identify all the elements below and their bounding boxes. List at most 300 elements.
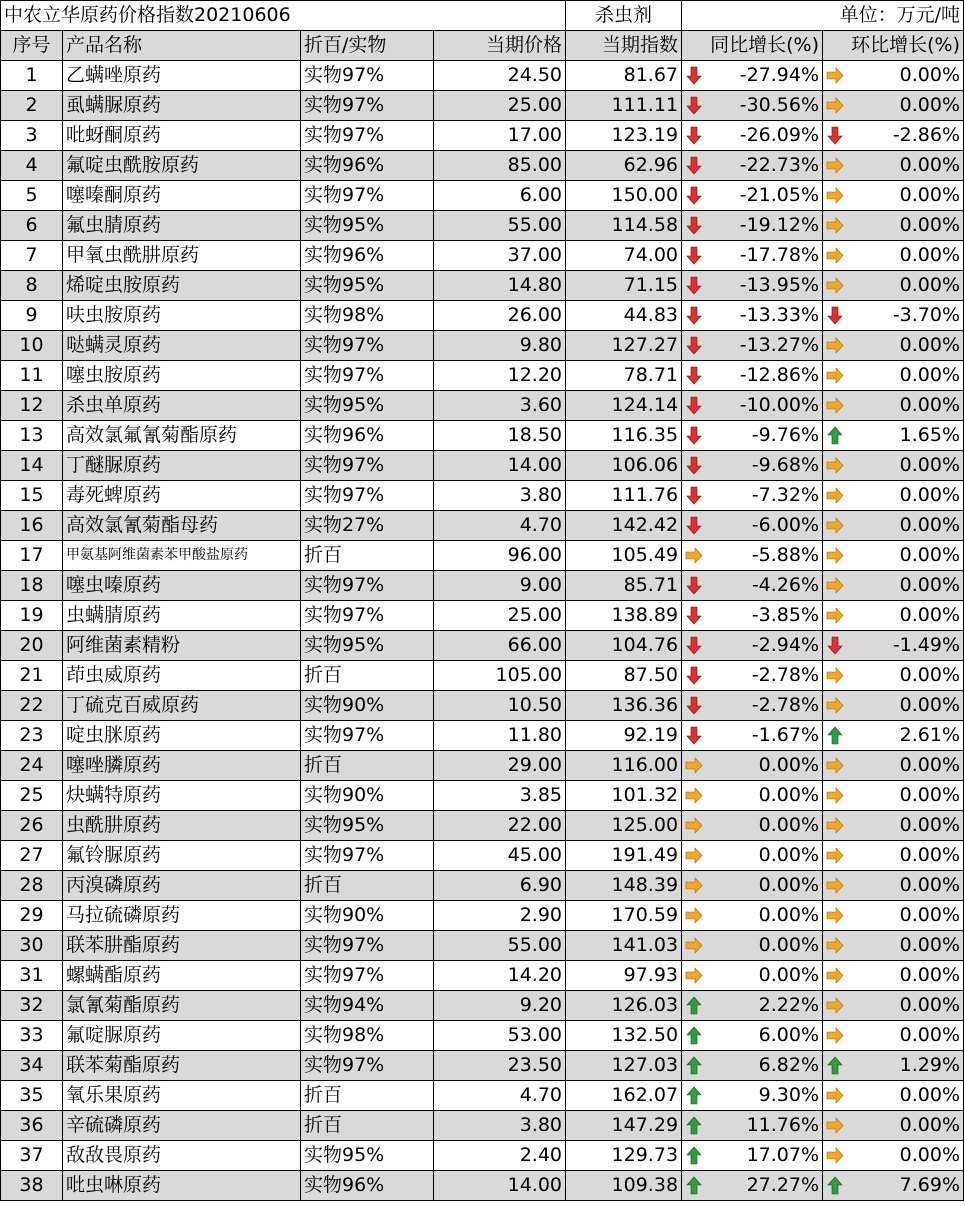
row-index: 27 [1,841,63,871]
price-cell: 10.50 [434,691,566,721]
yoy-value: 0.00% [758,934,820,956]
mom-value: 7.69% [899,1174,961,1196]
row-index: 16 [1,511,63,541]
yoy-value: -3.85% [751,604,820,626]
price-cell: 37.00 [434,241,566,271]
index-cell: 129.73 [566,1141,682,1171]
basis-cell: 实物97% [301,481,434,511]
price-cell: 26.00 [434,301,566,331]
row-index: 2 [1,91,63,121]
yoy-cell [682,631,823,661]
yoy-cell [682,931,823,961]
price-cell: 85.00 [434,151,566,181]
price-cell: 2.40 [434,1141,566,1171]
yoy-cell [682,1171,823,1201]
yoy-value: 0.00% [758,784,820,806]
index-cell: 78.71 [566,361,682,391]
row-index: 1 [1,61,63,91]
basis-cell: 实物97% [301,61,434,91]
product-name: 甲氧虫酰肼原药 [63,241,301,271]
yoy-value: -13.33% [739,304,820,326]
basis-cell: 折百 [301,661,434,691]
row-index: 36 [1,1111,63,1141]
yoy-value: -12.86% [739,364,820,386]
basis-cell: 实物97% [301,361,434,391]
mom-cell [823,721,964,751]
mom-cell [823,841,964,871]
price-cell: 25.00 [434,601,566,631]
table-row [1,751,964,781]
basis-cell: 实物97% [301,841,434,871]
yoy-value: -22.73% [739,154,820,176]
yoy-value: 9.30% [758,1084,820,1106]
yoy-value: -1.67% [751,724,820,746]
basis-cell: 实物96% [301,1171,434,1201]
category-label: 杀虫剂 [566,1,682,31]
basis-cell: 实物94% [301,991,434,1021]
table-row [1,451,964,481]
table-row [1,691,964,721]
basis-cell: 实物95% [301,631,434,661]
table-row [1,241,964,271]
mom-cell [823,451,964,481]
mom-cell [823,631,964,661]
mom-cell [823,1081,964,1111]
product-name: 噻嗪酮原药 [63,181,301,211]
table-row [1,841,964,871]
mom-cell [823,91,964,121]
table-row [1,61,964,91]
title-row [1,1,964,31]
price-cell: 3.80 [434,481,566,511]
yoy-cell [682,1081,823,1111]
product-name: 氟啶虫酰胺原药 [63,151,301,181]
table-row [1,421,964,451]
product-name: 敌敌畏原药 [63,1141,301,1171]
row-index: 6 [1,211,63,241]
row-index: 15 [1,481,63,511]
row-index: 22 [1,691,63,721]
table-row [1,361,964,391]
mom-value: 0.00% [899,1144,961,1166]
row-index: 24 [1,751,63,781]
yoy-cell [682,331,823,361]
mom-value: 0.00% [899,364,961,386]
yoy-cell [682,301,823,331]
index-cell: 150.00 [566,181,682,211]
table-row [1,901,964,931]
mom-cell [823,601,964,631]
basis-cell: 实物95% [301,811,434,841]
mom-value: -2.86% [892,124,961,146]
basis-cell: 实物97% [301,1051,434,1081]
price-cell: 25.00 [434,91,566,121]
product-name: 噻虫嗪原药 [63,571,301,601]
mom-value: 0.00% [899,904,961,926]
price-cell: 23.50 [434,1051,566,1081]
row-index: 37 [1,1141,63,1171]
mom-cell [823,61,964,91]
yoy-cell [682,871,823,901]
index-cell: 142.42 [566,511,682,541]
product-name: 氟铃脲原药 [63,841,301,871]
basis-cell: 实物97% [301,451,434,481]
price-cell: 96.00 [434,541,566,571]
index-cell: 111.11 [566,91,682,121]
yoy-value: 0.00% [758,814,820,836]
row-index: 11 [1,361,63,391]
yoy-value: 0.00% [758,964,820,986]
yoy-value: -2.78% [751,664,820,686]
price-cell: 12.20 [434,361,566,391]
product-name: 辛硫磷原药 [63,1111,301,1141]
mom-value: 0.00% [899,334,961,356]
row-index: 35 [1,1081,63,1111]
product-name: 啶虫脒原药 [63,721,301,751]
mom-value: 0.00% [899,154,961,176]
product-name: 烯啶虫胺原药 [63,271,301,301]
basis-cell: 实物95% [301,271,434,301]
index-cell: 81.67 [566,61,682,91]
basis-cell: 实物97% [301,961,434,991]
basis-cell: 实物97% [301,721,434,751]
mom-value: 0.00% [899,604,961,626]
yoy-value: -21.05% [739,184,820,206]
col-header-mom: 环比增长(%) [823,31,964,61]
yoy-value: -19.12% [739,214,820,236]
mom-value: 0.00% [899,94,961,116]
index-cell: 111.76 [566,481,682,511]
price-cell: 14.80 [434,271,566,301]
mom-value: 0.00% [899,694,961,716]
index-cell: 114.58 [566,211,682,241]
index-cell: 162.07 [566,1081,682,1111]
mom-cell [823,421,964,451]
row-index: 19 [1,601,63,631]
product-name: 毒死蜱原药 [63,481,301,511]
index-cell: 71.15 [566,271,682,301]
mom-cell [823,691,964,721]
col-header-index: 序号 [1,31,63,61]
unit-label: 单位：万元/吨 [682,1,964,31]
yoy-value: 0.00% [758,874,820,896]
yoy-value: -7.32% [751,484,820,506]
mom-cell [823,151,964,181]
row-index: 18 [1,571,63,601]
mom-cell [823,361,964,391]
table-row [1,961,964,991]
mom-cell [823,1111,964,1141]
mom-value: 0.00% [899,574,961,596]
yoy-cell [682,421,823,451]
mom-cell [823,511,964,541]
row-index: 13 [1,421,63,451]
yoy-cell [682,481,823,511]
yoy-cell [682,91,823,121]
yoy-cell [682,751,823,781]
product-name: 丁醚脲原药 [63,451,301,481]
row-index: 28 [1,871,63,901]
yoy-cell [682,511,823,541]
yoy-cell [682,1051,823,1081]
index-cell: 191.49 [566,841,682,871]
yoy-cell [682,451,823,481]
yoy-value: -13.27% [739,334,820,356]
price-cell: 66.00 [434,631,566,661]
mom-value: 1.65% [899,424,961,446]
price-cell: 55.00 [434,931,566,961]
price-cell: 6.00 [434,181,566,211]
mom-cell [823,211,964,241]
mom-cell [823,1171,964,1201]
table-row [1,301,964,331]
col-header-basis: 折百/实物 [301,31,434,61]
col-header-yoy: 同比增长(%) [682,31,823,61]
index-cell: 44.83 [566,301,682,331]
mom-value: 0.00% [899,844,961,866]
mom-value: 1.29% [899,1054,961,1076]
row-index: 20 [1,631,63,661]
sheet-title: 中农立华原药价格指数20210606 [1,1,566,31]
price-cell: 4.70 [434,511,566,541]
index-cell: 136.36 [566,691,682,721]
yoy-cell [682,781,823,811]
mom-value: 0.00% [899,814,961,836]
index-cell: 141.03 [566,931,682,961]
row-index: 38 [1,1171,63,1201]
index-cell: 97.93 [566,961,682,991]
yoy-cell [682,721,823,751]
row-index: 4 [1,151,63,181]
mom-value: 0.00% [899,514,961,536]
yoy-cell [682,601,823,631]
price-cell: 9.00 [434,571,566,601]
table-row [1,121,964,151]
mom-cell [823,961,964,991]
product-name: 噻虫胺原药 [63,361,301,391]
mom-value: 0.00% [899,934,961,956]
mom-value: 0.00% [899,994,961,1016]
row-index: 21 [1,661,63,691]
mom-cell [823,1141,964,1171]
mom-value: 0.00% [899,964,961,986]
table-row [1,991,964,1021]
mom-value: 0.00% [899,484,961,506]
row-index: 3 [1,121,63,151]
mom-value: 0.00% [899,1114,961,1136]
mom-cell [823,811,964,841]
row-index: 8 [1,271,63,301]
index-cell: 124.14 [566,391,682,421]
table-row [1,811,964,841]
product-name: 炔螨特原药 [63,781,301,811]
mom-cell [823,871,964,901]
index-cell: 116.00 [566,751,682,781]
yoy-cell [682,841,823,871]
price-cell: 14.00 [434,451,566,481]
table-row [1,331,964,361]
basis-cell: 实物95% [301,391,434,421]
table-row [1,601,964,631]
index-cell: 106.06 [566,451,682,481]
yoy-value: -27.94% [739,64,820,86]
mom-cell [823,541,964,571]
table-row [1,211,964,241]
index-cell: 138.89 [566,601,682,631]
mom-cell [823,391,964,421]
basis-cell: 折百 [301,1111,434,1141]
mom-cell [823,481,964,511]
index-cell: 92.19 [566,721,682,751]
mom-cell [823,991,964,1021]
price-cell: 14.00 [434,1171,566,1201]
basis-cell: 实物90% [301,691,434,721]
yoy-cell [682,811,823,841]
table-row [1,1021,964,1051]
mom-cell [823,241,964,271]
basis-cell: 实物90% [301,901,434,931]
product-name: 吡虫啉原药 [63,1171,301,1201]
price-cell: 3.60 [434,391,566,421]
row-index: 10 [1,331,63,361]
price-cell: 3.80 [434,1111,566,1141]
price-cell: 55.00 [434,211,566,241]
table-row [1,661,964,691]
index-cell: 126.03 [566,991,682,1021]
index-cell: 125.00 [566,811,682,841]
price-cell: 53.00 [434,1021,566,1051]
price-cell: 6.90 [434,871,566,901]
price-cell: 9.20 [434,991,566,1021]
mom-value: 0.00% [899,244,961,266]
product-name: 虱螨脲原药 [63,91,301,121]
mom-value: -1.49% [892,634,961,656]
mom-value: 0.00% [899,64,961,86]
mom-value: 0.00% [899,874,961,896]
yoy-cell [682,691,823,721]
index-cell: 127.03 [566,1051,682,1081]
mom-cell [823,661,964,691]
yoy-cell [682,1141,823,1171]
product-name: 茚虫威原药 [63,661,301,691]
index-cell: 132.50 [566,1021,682,1051]
yoy-cell [682,211,823,241]
row-index: 14 [1,451,63,481]
row-index: 9 [1,301,63,331]
product-name: 氯氰菊酯原药 [63,991,301,1021]
yoy-cell [682,391,823,421]
product-name: 虫螨腈原药 [63,601,301,631]
basis-cell: 折百 [301,1081,434,1111]
yoy-value: 0.00% [758,844,820,866]
product-name: 氟啶脲原药 [63,1021,301,1051]
yoy-value: -6.00% [751,514,820,536]
table-row [1,541,964,571]
product-name: 螺螨酯原药 [63,961,301,991]
yoy-value: -5.88% [751,544,820,566]
basis-cell: 折百 [301,541,434,571]
mom-cell [823,931,964,961]
index-cell: 85.71 [566,571,682,601]
index-cell: 116.35 [566,421,682,451]
basis-cell: 实物97% [301,601,434,631]
mom-value: 0.00% [899,394,961,416]
product-name: 高效氯氰菊酯母药 [63,511,301,541]
yoy-value: -30.56% [739,94,820,116]
table-row [1,511,964,541]
yoy-cell [682,241,823,271]
table-row [1,1081,964,1111]
price-cell: 11.80 [434,721,566,751]
yoy-value: -9.76% [751,424,820,446]
yoy-value: 0.00% [758,754,820,776]
table-row [1,1051,964,1081]
mom-cell [823,301,964,331]
row-index: 30 [1,931,63,961]
table-row [1,571,964,601]
basis-cell: 实物98% [301,301,434,331]
basis-cell: 实物95% [301,1141,434,1171]
mom-cell [823,1051,964,1081]
yoy-value: -13.95% [739,274,820,296]
product-name: 氟虫腈原药 [63,211,301,241]
row-index: 32 [1,991,63,1021]
col-header-name: 产品名称 [63,31,301,61]
column-header-row [1,31,964,61]
row-index: 31 [1,961,63,991]
mom-cell [823,751,964,781]
row-index: 12 [1,391,63,421]
basis-cell: 实物96% [301,421,434,451]
mom-value: 0.00% [899,784,961,806]
mom-value: -3.70% [892,304,961,326]
yoy-value: -10.00% [739,394,820,416]
table-row [1,91,964,121]
price-cell: 14.20 [434,961,566,991]
basis-cell: 实物97% [301,121,434,151]
product-name: 联苯菊酯原药 [63,1051,301,1081]
basis-cell: 实物27% [301,511,434,541]
basis-cell: 实物98% [301,1021,434,1051]
yoy-cell [682,961,823,991]
index-cell: 105.49 [566,541,682,571]
yoy-cell [682,1021,823,1051]
yoy-cell [682,661,823,691]
mom-value: 2.61% [899,724,961,746]
basis-cell: 实物96% [301,241,434,271]
basis-cell: 实物96% [301,151,434,181]
yoy-value: -2.94% [751,634,820,656]
table-row [1,931,964,961]
table-row [1,1111,964,1141]
index-cell: 147.29 [566,1111,682,1141]
mom-value: 0.00% [899,1084,961,1106]
index-cell: 104.76 [566,631,682,661]
index-cell: 123.19 [566,121,682,151]
yoy-value: -26.09% [739,124,820,146]
product-name: 联苯肼酯原药 [63,931,301,961]
yoy-cell [682,271,823,301]
index-cell: 74.00 [566,241,682,271]
mom-value: 0.00% [899,544,961,566]
product-name: 高效氯氟氰菊酯原药 [63,421,301,451]
basis-cell: 折百 [301,871,434,901]
index-cell: 101.32 [566,781,682,811]
yoy-value: 6.82% [758,1054,820,1076]
index-cell: 62.96 [566,151,682,181]
basis-cell: 实物97% [301,331,434,361]
row-index: 23 [1,721,63,751]
